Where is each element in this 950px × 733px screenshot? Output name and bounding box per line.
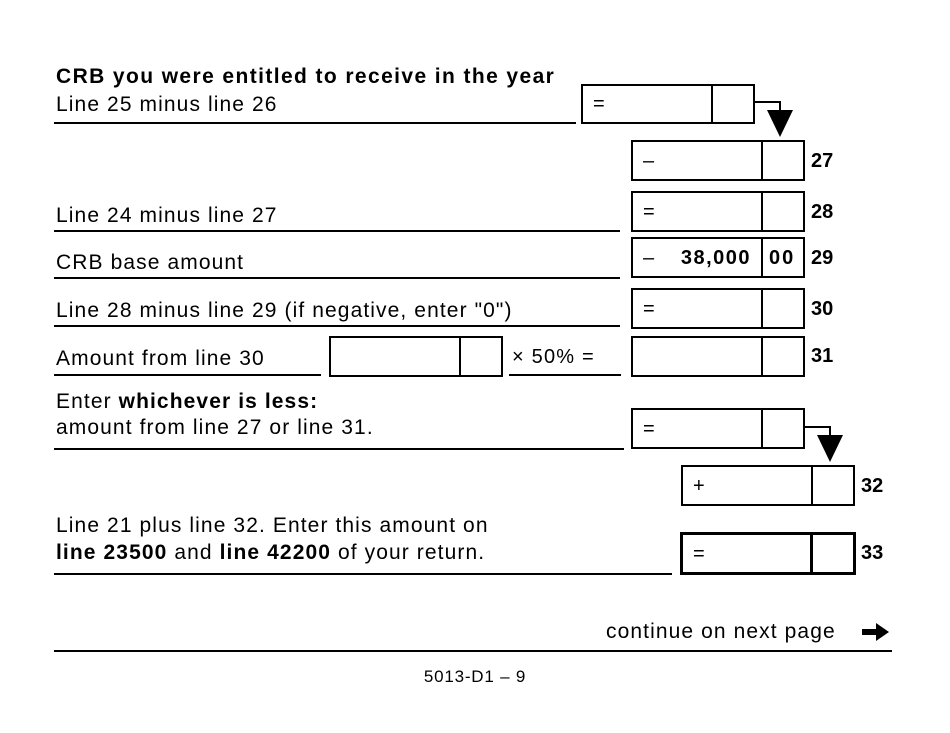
label-underline xyxy=(54,325,620,327)
line-number-28: 28 xyxy=(811,201,834,223)
label-underline xyxy=(54,448,624,450)
minus-sign: – xyxy=(643,149,655,172)
entitled-amount-field[interactable] xyxy=(581,84,755,124)
line-30-label: Line 28 minus line 29 (if negative, enter "0") xyxy=(56,299,513,322)
equals-sign: = xyxy=(693,542,705,565)
footer-rule xyxy=(54,650,892,652)
arrow-down-icon xyxy=(750,96,810,142)
equals-sign: = xyxy=(643,200,655,223)
line-27-field[interactable] xyxy=(631,140,805,181)
line-29-field xyxy=(631,237,805,278)
line-33-instruction-line2: line 23500 and line 42200 of your return. xyxy=(56,541,486,564)
line-number-33: 33 xyxy=(861,542,884,564)
line-30-field[interactable] xyxy=(631,288,805,329)
line-number-27: 27 xyxy=(811,150,834,172)
line-29-label: CRB base amount xyxy=(56,251,245,274)
line-28-label: Line 24 minus line 27 xyxy=(56,204,278,227)
line-33-field[interactable] xyxy=(680,532,856,575)
minus-sign: – xyxy=(643,246,655,269)
line-28-field[interactable] xyxy=(631,191,805,232)
label-underline xyxy=(54,573,672,575)
page-number: 5013-D1 – 9 xyxy=(423,667,527,686)
line-31-field[interactable] xyxy=(631,336,805,377)
plus-sign: + xyxy=(693,474,705,497)
label-underline xyxy=(54,122,576,124)
equals-sign: = xyxy=(643,417,655,440)
lesser-amount-field[interactable] xyxy=(631,408,805,449)
base-amount-cents: 00 xyxy=(769,246,796,269)
label-underline xyxy=(54,277,620,279)
base-amount-dollars: 38,000 xyxy=(680,246,751,269)
label-underline xyxy=(54,230,620,232)
lesser-instruction: Enter whichever is less: xyxy=(56,390,319,413)
equals-sign: = xyxy=(643,297,655,320)
line-number-29: 29 xyxy=(811,247,834,269)
line-number-32: 32 xyxy=(861,475,884,497)
line-31-label: Amount from line 30 xyxy=(56,347,265,370)
section-sub-label: Line 25 minus line 26 xyxy=(56,93,278,116)
label-underline xyxy=(509,374,621,376)
section-title: CRB you were entitled to receive in the year xyxy=(56,65,556,88)
line-number-31: 31 xyxy=(811,345,834,367)
lesser-instruction-line2: amount from line 27 or line 31. xyxy=(56,416,374,439)
label-underline xyxy=(54,374,321,376)
continue-note: continue on next page xyxy=(606,620,836,643)
multiplier-text: × 50% = xyxy=(512,346,595,368)
arrow-right-icon xyxy=(862,621,892,643)
line-30-amount-field[interactable] xyxy=(329,336,503,377)
equals-sign: = xyxy=(593,93,605,115)
line-32-field[interactable] xyxy=(681,465,855,506)
line-number-30: 30 xyxy=(811,298,834,320)
arrow-down-icon xyxy=(800,421,860,466)
line-33-instruction: Line 21 plus line 32. Enter this amount on xyxy=(56,514,489,537)
